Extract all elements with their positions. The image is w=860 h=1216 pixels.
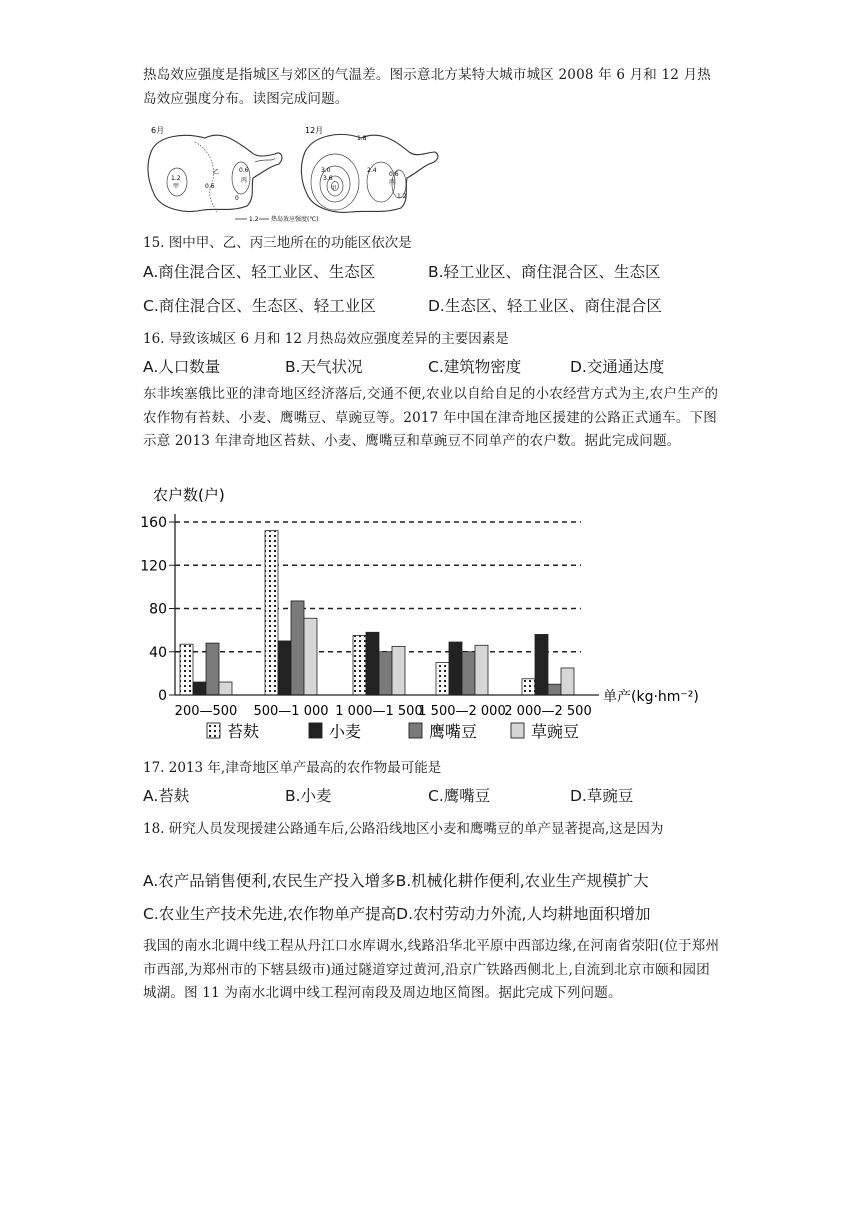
dec-place-jia: 甲 — [331, 186, 337, 192]
legend-value: 1.2 — [249, 216, 259, 223]
intro-zinchi: 东非埃塞俄比亚的津奇地区经济落后,交通不便,农业以自给自足的小农经营方式为主,农户生产的农作物有苔麸、小麦、鹰嘴豆、草豌豆等。2017 年中国在津奇地区援建的公路正式通车。下图示意 2013 年津奇地区苔麸、小麦、鹰嘴豆和草豌豆不同单产的农户数。据此完成问题。 — [143, 386, 719, 449]
bar-苔麸 — [522, 679, 535, 695]
q16-stem: 16. 导致该城区 6 月和 12 月热岛效应强度差异的主要因素是 — [143, 331, 509, 347]
june-value-4: 0 — [235, 195, 239, 202]
bar-鹰嘴豆 — [462, 652, 475, 695]
june-value-1: 1.2 — [171, 175, 181, 182]
q17-stem: 17. 2013 年,津奇地区单产最高的农作物最可能是 — [143, 760, 442, 776]
heat-island-map — [143, 122, 443, 224]
legend-swatch-草豌豆 — [511, 723, 524, 738]
farmer-count-bar-chart — [140, 484, 723, 750]
q15-option-b[interactable]: B.轻工业区、商住混合区、生态区 — [428, 263, 661, 281]
q17-option-d[interactable]: D.草豌豆 — [570, 787, 634, 805]
intro-heat-island: 热岛效应强度是指城区与郊区的气温差。图示意北方某特大城市城区 2008 年 6 月和 12 月热岛效应强度分布。读图完成问题。 — [143, 67, 711, 107]
x-tick-label: 500—1 000 — [253, 704, 329, 719]
dec-value-6: 1.2 — [397, 193, 407, 200]
y-tick-label: 40 — [149, 644, 167, 661]
bar-草豌豆 — [392, 646, 405, 695]
x-tick-label: 1 000—1 500 — [335, 704, 423, 719]
legend-label-草豌豆: 草豌豆 — [531, 722, 580, 741]
dec-label: 12月 — [305, 126, 324, 135]
dec-value-2: 3.0 — [321, 167, 331, 174]
bar-草豌豆 — [304, 618, 317, 695]
y-tick-label: 120 — [140, 558, 167, 575]
bar-草豌豆 — [475, 645, 488, 695]
legend-swatch-小麦 — [309, 723, 322, 738]
q18-options-cd[interactable]: C.农业生产技术先进,农作物单产提高D.农村劳动力外流,人均耕地面积增加 — [143, 905, 651, 923]
dec-value-1: 1.8 — [357, 135, 367, 142]
dec-value-5: 0.6 — [389, 171, 399, 178]
legend-label-苔麸: 苔麸 — [227, 722, 260, 741]
bar-小麦 — [278, 641, 291, 695]
bar-草豌豆 — [219, 682, 232, 695]
q16-option-a[interactable]: A.人口数量 — [143, 358, 221, 376]
bar-苔麸 — [265, 531, 278, 695]
legend-swatch-苔麸 — [207, 723, 220, 738]
legend-label-小麦: 小麦 — [329, 722, 362, 741]
legend-text: 热岛效应强度(℃) — [271, 216, 319, 223]
q18-stem: 18. 研究人员发现援建公路通车后,公路沿线地区小麦和鹰嘴豆的单产显著提高,这是因为 — [143, 821, 664, 837]
q15-option-d[interactable]: D.生态区、轻工业区、商住混合区 — [428, 297, 662, 315]
q17-option-b[interactable]: B.小麦 — [285, 787, 332, 805]
bar-鹰嘴豆 — [206, 643, 219, 695]
q16-option-b[interactable]: B.天气状况 — [285, 358, 363, 376]
bar-苔麸 — [436, 663, 449, 695]
x-tick-label: 2 000—2 500 — [504, 704, 592, 719]
june-place-bing: 丙 — [241, 177, 248, 184]
dec-place-bing: 丙 — [389, 179, 396, 186]
q16-option-c[interactable]: C.建筑物密度 — [428, 358, 522, 376]
dec-value-3: 3.6 — [323, 175, 333, 182]
bar-苔麸 — [180, 644, 193, 695]
dec-value-4: 2.4 — [367, 167, 377, 174]
q15-option-a[interactable]: A.商住混合区、轻工业区、生态区 — [143, 263, 376, 281]
bar-鹰嘴豆 — [548, 684, 561, 695]
q15-option-c[interactable]: C.商住混合区、生态区、轻工业区 — [143, 297, 376, 315]
y-axis-label: 农户数(户) — [153, 486, 225, 504]
q18-options-ab[interactable]: A.农产品销售便利,农民生产投入增多B.机械化耕作便利,农业生产规模扩大 — [143, 872, 649, 890]
bar-小麦 — [193, 682, 206, 695]
intro-south-north-water: 我国的南水北调中线工程从丹江口水库调水,线路沿华北平原中西部边缘,在河南省荥阳(位于郑州市西部,为郑州市的下辖县级市)通过隧道穿过黄河,沿京广铁路西侧北上,自流到北京市颐和园团城湖。图 11 为南水北调中线工程河南段及周边地区简图。据此完成下列问题。 — [143, 938, 720, 1001]
y-tick-label: 80 — [149, 601, 167, 618]
q15-stem: 15. 图中甲、乙、丙三地所在的功能区依次是 — [143, 235, 412, 251]
june-label: 6月 — [151, 126, 165, 135]
y-tick-label: 0 — [158, 688, 167, 704]
legend-label-鹰嘴豆: 鹰嘴豆 — [429, 722, 478, 741]
y-tick-label: 160 — [140, 515, 167, 531]
bar-小麦 — [449, 642, 462, 695]
bar-小麦 — [535, 634, 548, 695]
q17-option-c[interactable]: C.鹰嘴豆 — [428, 787, 491, 805]
bar-小麦 — [366, 632, 379, 695]
bar-鹰嘴豆 — [379, 652, 392, 695]
june-value-3: 0.6 — [239, 167, 249, 174]
june-place-jia: 甲 — [173, 183, 180, 190]
bar-苔麸 — [353, 636, 366, 695]
legend-swatch-鹰嘴豆 — [409, 723, 422, 738]
bar-草豌豆 — [561, 668, 574, 695]
june-value-2: 0.6 — [205, 183, 215, 190]
x-tick-label: 1 500—2 000 — [418, 704, 506, 719]
june-place-yi: 乙 — [213, 169, 220, 176]
x-tick-label: 200—500 — [174, 704, 238, 719]
q17-option-a[interactable]: A.苔麸 — [143, 787, 190, 805]
x-axis-label: 单产(kg·hm⁻²) — [603, 689, 699, 705]
q16-option-d[interactable]: D.交通通达度 — [570, 358, 665, 376]
bar-鹰嘴豆 — [291, 601, 304, 695]
